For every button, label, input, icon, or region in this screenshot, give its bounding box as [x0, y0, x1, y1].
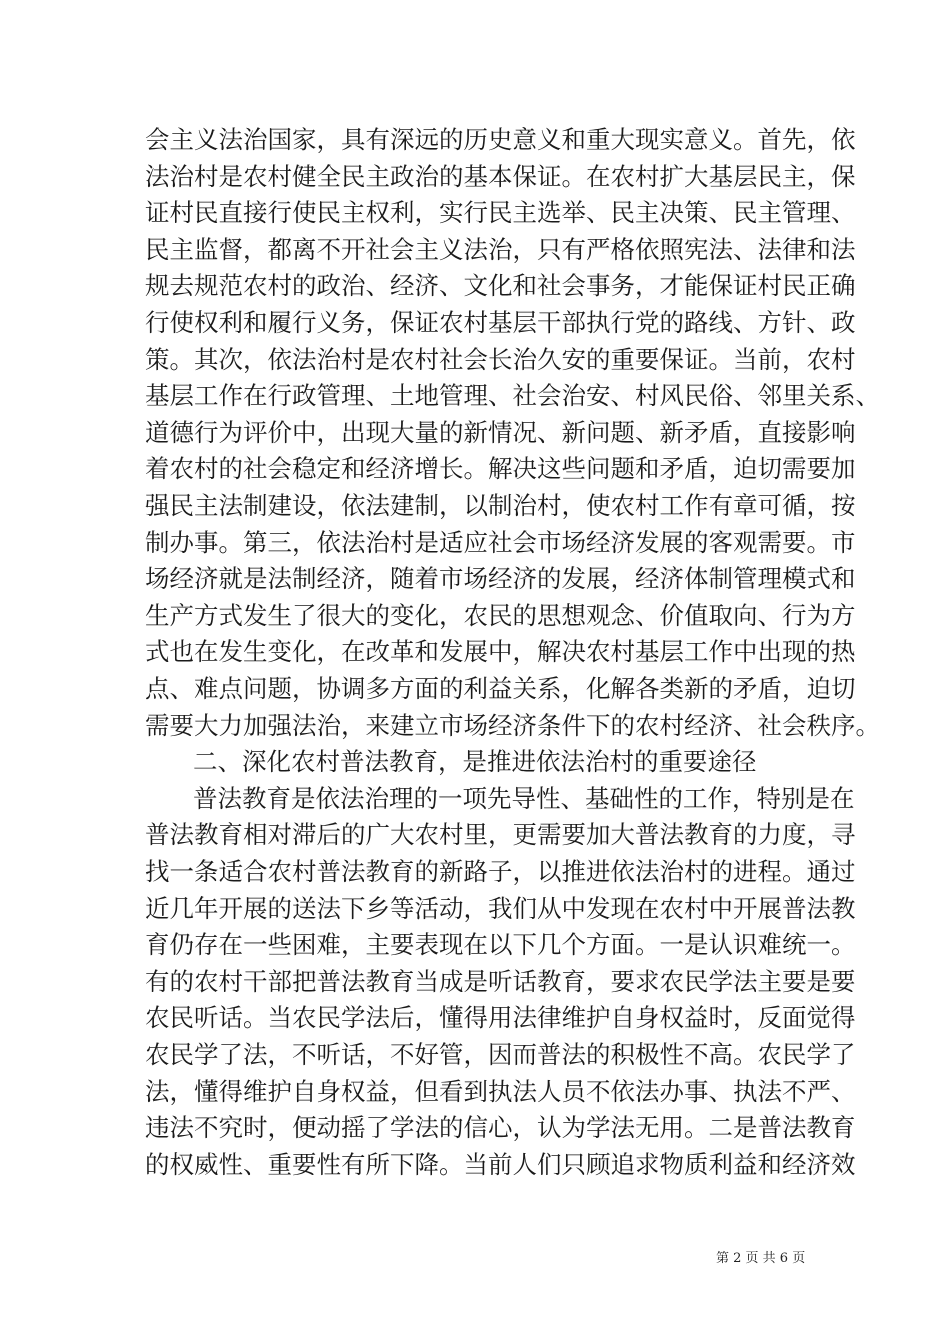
paragraph-line: 规去规范农村的政治、经济、文化和社会事务，才能保证村民正确	[145, 271, 856, 300]
paragraph-line: 违法不究时，便动摇了学法的信心，认为学法无用。二是普法教育	[145, 1113, 856, 1142]
page-footer: 第 2 页 共 6 页	[716, 1251, 806, 1266]
paragraph-line: 行使权利和履行义务，保证农村基层干部执行党的路线、方针、政	[145, 308, 856, 337]
paragraph-line: 策。其次，依法治村是农村社会长治久安的重要保证。当前，农村	[145, 345, 856, 374]
paragraph-line: 育仍存在一些困难，主要表现在以下几个方面。一是认识难统一。	[145, 930, 856, 959]
paragraph-line: 农民学了法，不听话，不好管，因而普法的积极性不高。农民学了	[145, 1040, 856, 1069]
paragraph-line: 场经济就是法制经济，随着市场经济的发展，经济体制管理模式和	[145, 564, 856, 593]
paragraph-line: 强民主法制建设，依法建制，以制治村，使农村工作有章可循，按	[145, 491, 856, 520]
paragraph-line: 生产方式发生了很大的变化，农民的思想观念、价值取向、行为方	[145, 601, 856, 630]
paragraph-line: 法治村是农村健全民主政治的基本保证。在农村扩大基层民主，保	[145, 162, 856, 191]
paragraph-line: 法，懂得维护自身权益，但看到执法人员不依法办事、执法不严、	[145, 1077, 856, 1106]
paragraph-line: 有的农村干部把普法教育当成是听话教育，要求农民学法主要是要	[145, 967, 856, 996]
paragraph-line: 需要大力加强法治，来建立市场经济条件下的农村经济、社会秩序。	[145, 711, 880, 740]
paragraph-line: 普法教育相对滞后的广大农村里，更需要加大普法教育的力度，寻	[145, 820, 856, 849]
paragraph-line: 点、难点问题，协调多方面的利益关系，化解各类新的矛盾，迫切	[145, 674, 856, 703]
paragraph-line: 近几年开展的送法下乡等活动，我们从中发现在农村中开展普法教	[145, 894, 856, 923]
section-heading: 二、深化农村普法教育，是推进依法治村的重要途径	[193, 747, 757, 776]
paragraph-line: 农民听话。当农民学法后，懂得用法律维护自身权益时，反面觉得	[145, 1003, 856, 1032]
paragraph-line: 证村民直接行使民主权利，实行民主选举、民主决策、民主管理、	[145, 198, 856, 227]
paragraph-line: 普法教育是依法治理的一项先导性、基础性的工作，特别是在	[193, 784, 855, 813]
paragraph-line: 找一条适合农村普法教育的新路子，以推进依法治村的进程。通过	[145, 857, 856, 886]
paragraph-line: 制办事。第三，依法治村是适应社会市场经济发展的客观需要。市	[145, 528, 856, 557]
paragraph-line: 着农村的社会稳定和经济增长。解决这些问题和矛盾，迫切需要加	[145, 454, 856, 483]
paragraph-line: 基层工作在行政管理、土地管理、社会治安、村风民俗、邻里关系、	[145, 381, 880, 410]
paragraph-line: 式也在发生变化，在改革和发展中，解决农村基层工作中出现的热	[145, 637, 856, 666]
paragraph-line: 民主监督，都离不开社会主义法治，只有严格依照宪法、法律和法	[145, 235, 856, 264]
paragraph-line: 道德行为评价中，出现大量的新情况、新问题、新矛盾，直接影响	[145, 418, 856, 447]
paragraph-line: 会主义法治国家，具有深远的历史意义和重大现实意义。首先，依	[145, 125, 856, 154]
paragraph-line: 的权威性、重要性有所下降。当前人们只顾追求物质利益和经济效	[145, 1150, 856, 1179]
